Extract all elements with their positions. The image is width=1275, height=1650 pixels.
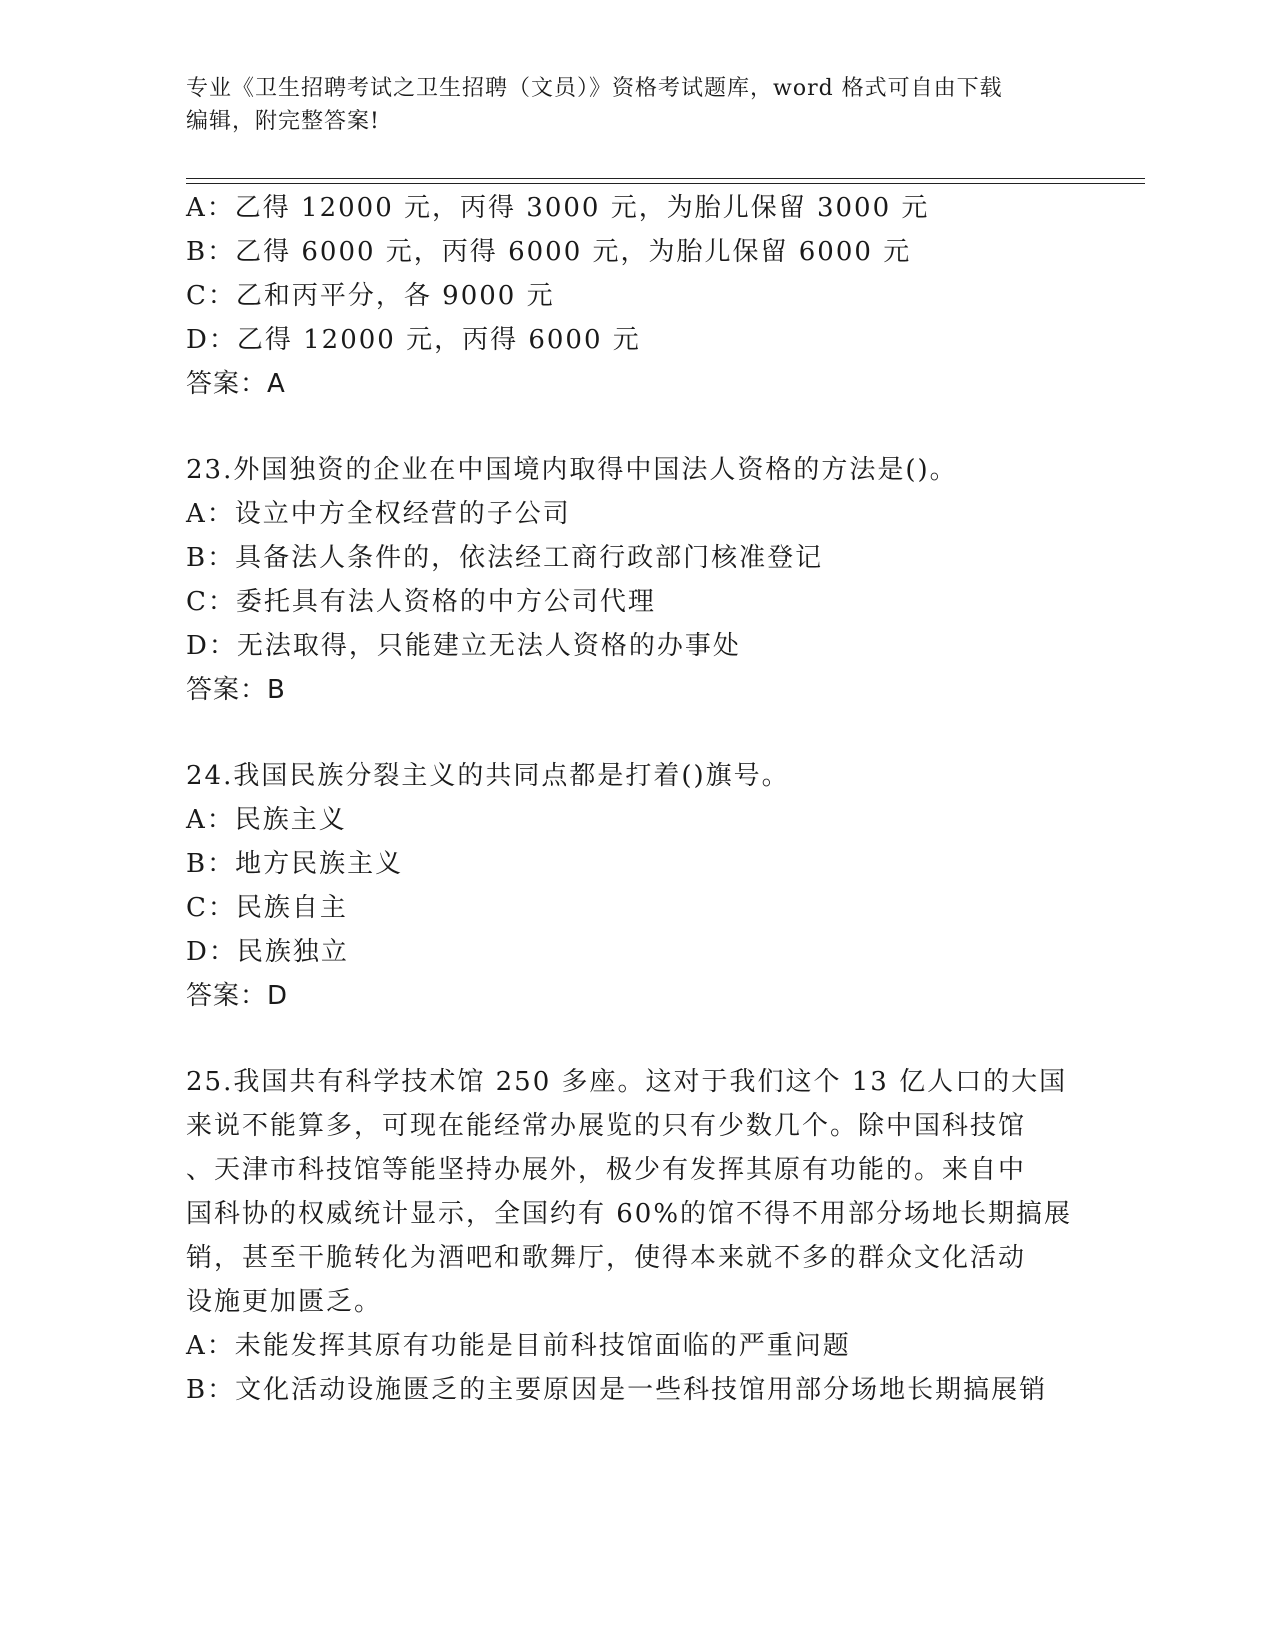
q24-option-a: A：民族主义 (186, 805, 347, 835)
q25-stem-line-5: 销，甚至干脆转化为酒吧和歌舞厅，使得本来就不多的群众文化活动 (186, 1243, 1027, 1273)
header-line-1: 专业《卫生招聘考试之卫生招聘（文员）》资格考试题库，word 格式可自由下载 (186, 76, 1003, 101)
q25-option-a: A：未能发挥其原有功能是目前科技馆面临的严重问题 (186, 1331, 851, 1361)
header-line-2: 编辑，附完整答案! (186, 109, 380, 134)
q23-option-c: C：委托具有法人资格的中方公司代理 (186, 587, 656, 617)
q23-option-b: B：具备法人条件的，依法经工商行政部门核准登记 (186, 543, 824, 573)
q24-option-b: B：地方民族主义 (186, 849, 404, 879)
q22-option-b: B：乙得 6000 元，丙得 6000 元，为胎儿保留 6000 元 (186, 237, 912, 267)
q25-stem-line-4: 国科协的权威统计显示，全国约有 60%的馆不得不用部分场地长期搞展 (186, 1199, 1073, 1229)
q24-stem: 24.我国民族分裂主义的共同点都是打着()旗号。 (186, 761, 790, 791)
q24-option-d: D：民族独立 (186, 937, 349, 967)
q23-option-d: D：无法取得，只能建立无法人资格的办事处 (186, 631, 741, 661)
q22-option-a: A：乙得 12000 元，丙得 3000 元，为胎儿保留 3000 元 (186, 193, 930, 223)
q24-answer: 答案：D (186, 981, 289, 1011)
q22-option-c: C：乙和丙平分，各 9000 元 (186, 281, 555, 311)
q22-option-d: D：乙得 12000 元，丙得 6000 元 (186, 325, 641, 355)
q23-option-a: A：设立中方全权经营的子公司 (186, 499, 571, 529)
header-rule-bottom (186, 183, 1145, 184)
q25-stem-line-1: 25.我国共有科学技术馆 250 多座。这对于我们这个 13 亿人口的大国 (186, 1067, 1068, 1097)
document-header (186, 72, 1086, 138)
q25-stem-line-3: 、天津市科技馆等能坚持办展外，极少有发挥其原有功能的。来自中 (186, 1155, 1027, 1185)
q23-stem: 23.外国独资的企业在中国境内取得中国法人资格的方法是()。 (186, 455, 958, 485)
q22-answer: 答案：A (186, 369, 286, 399)
q23-answer: 答案：B (186, 675, 286, 705)
q24-option-c: C：民族自主 (186, 893, 348, 923)
q25-option-b: B：文化活动设施匮乏的主要原因是一些科技馆用部分场地长期搞展销 (186, 1375, 1048, 1405)
q25-stem-line-6: 设施更加匮乏。 (186, 1287, 383, 1317)
q25-stem-line-2: 来说不能算多，可现在能经常办展览的只有少数几个。除中国科技馆 (186, 1111, 1027, 1141)
header-rule-top (186, 178, 1145, 179)
